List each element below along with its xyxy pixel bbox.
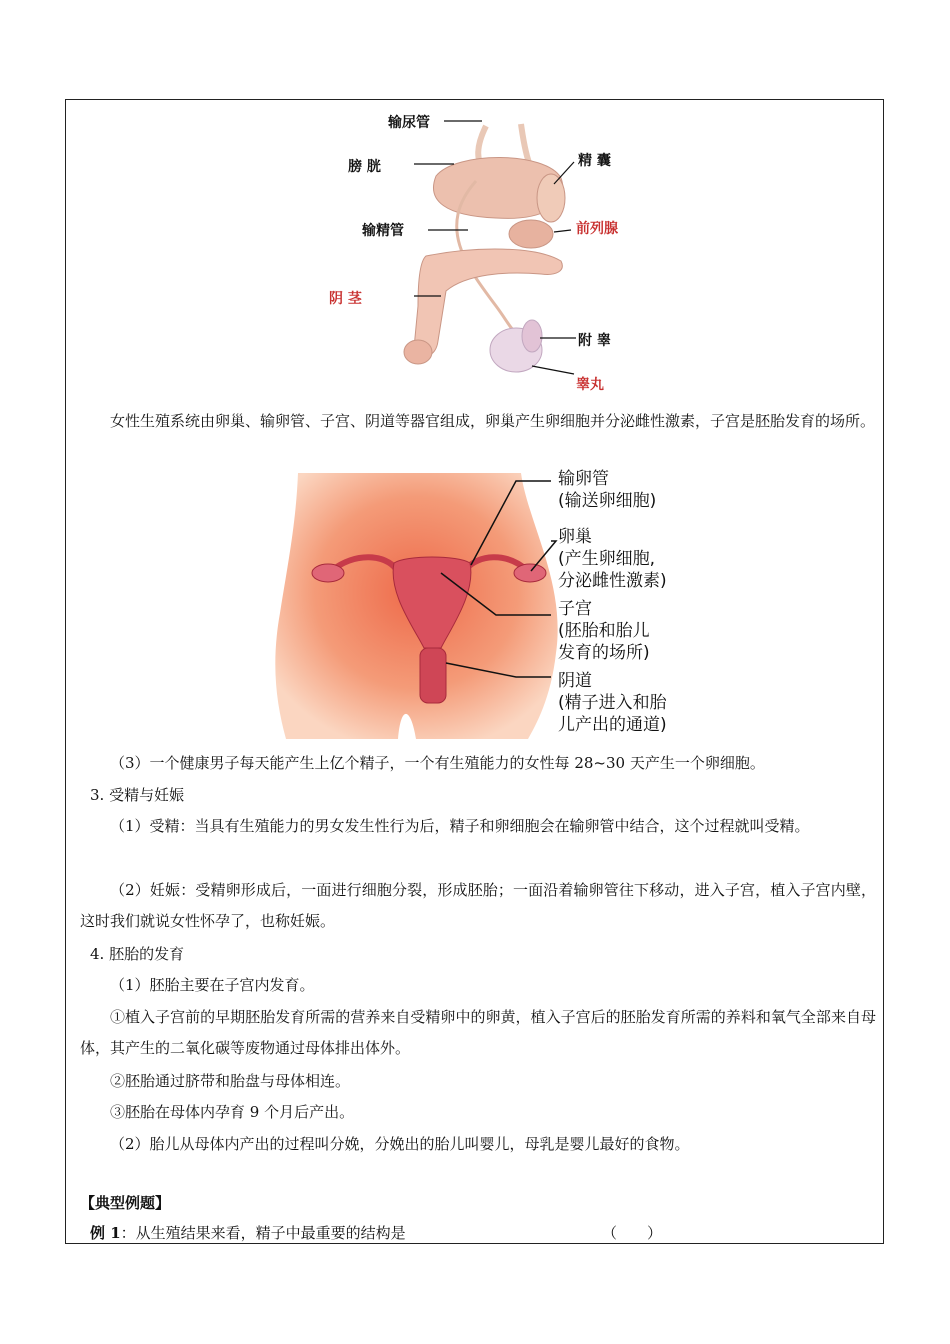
label-vas-deferens: 输精管	[362, 223, 404, 239]
label-prostate: 前列腺	[576, 221, 618, 237]
paragraph-embryo-1b: ②胚胎通过脐带和胎盘与母体相连。	[110, 1072, 351, 1090]
paragraph-embryo-2: （2）胎儿从母体内产出的过程叫分娩，分娩出的胎儿叫婴儿，母乳是婴儿最好的食物。	[110, 1135, 690, 1153]
label-uterus: 子宫 (胚胎和胎儿 发育的场所)	[558, 599, 650, 663]
label-ovary: 卵巢 (产生卵细胞, 分泌雌性激素)	[558, 527, 667, 591]
example-1	[90, 1218, 884, 1244]
examples-heading: 【典型例题】	[80, 1194, 171, 1212]
label-oviduct: 输卵管 (输送卵细胞)	[558, 469, 657, 511]
example-1-answer-blank: （ ）	[602, 1224, 663, 1242]
ovary-left	[312, 564, 344, 582]
paragraph-pregnancy: （2）妊娠：受精卵形成后，一面进行细胞分裂，形成胚胎；一面沿着输卵管往下移动，进入子宫，植入子宫内壁，这时我们就说女性怀孕了，也称妊娠。	[80, 881, 876, 930]
label-penis: 阴 茎	[329, 291, 362, 307]
seminal-vesicle-shape	[537, 174, 565, 222]
label-testis: 睾丸	[576, 377, 604, 393]
female-intro-paragraph: 女性生殖系统由卵巢、输卵管、子宫、阴道等器官组成，卵巢产生卵细胞并分泌雌性激素，子宫是胚胎发育的场所。	[110, 412, 876, 430]
example-1-label: 例 1	[90, 1224, 121, 1242]
ovary-right	[514, 564, 546, 582]
example-1-text: ：从生殖结果来看，精子中最重要的结构是	[120, 1224, 406, 1242]
paragraph-fertilization: （1）受精：当具有生殖能力的男女发生性行为后，精子和卵细胞会在输卵管中结合，这个过程就叫受精。	[110, 817, 810, 835]
content-frame	[65, 99, 884, 1244]
label-seminal-vesicle: 精 囊	[578, 153, 611, 169]
paragraph-embryo-1: （1）胚胎主要在子宫内发育。	[110, 976, 315, 994]
paragraph-sperm-egg: （3）一个健康男子每天能产生上亿个精子，一个有生殖能力的女性每 28~30 天产生一个卵细胞。	[110, 754, 765, 772]
prostate-shape	[509, 220, 553, 248]
paragraph-embryo-1a: ①植入子宫前的早期胚胎发育所需的营养来自受精卵中的卵黄，植入子宫后的胚胎发育所需的养料和氧气全部来自母体，其产生的二氧化碳等废物通过母体排出体外。	[80, 1008, 876, 1057]
label-epididymis: 附 睾	[578, 333, 611, 349]
vagina-shape	[420, 648, 446, 703]
paragraph-embryo-1c: ③胚胎在母体内孕育 9 个月后产出。	[110, 1103, 355, 1121]
label-vagina: 阴道 (精子进入和胎 儿产出的通道)	[558, 671, 667, 735]
epididymis-shape	[522, 320, 542, 352]
label-bladder: 膀 胱	[348, 159, 381, 175]
section-4-title: 4. 胚胎的发育	[90, 945, 185, 963]
glans-shape	[404, 340, 432, 364]
label-ureter: 输尿管	[388, 115, 430, 131]
section-3-title: 3. 受精与妊娠	[90, 786, 185, 804]
